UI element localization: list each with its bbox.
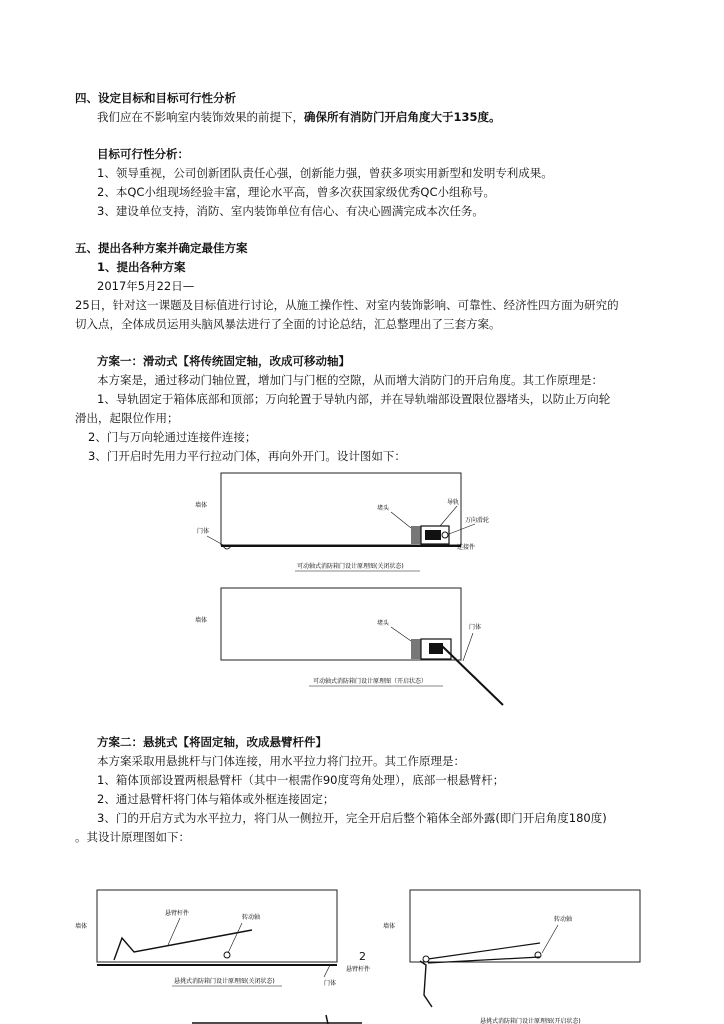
figure-1b-open-diagram [185,585,505,710]
method-paragraph-line-2: 切入点，全体成员运用头脑风暴法进行了全面的讨论总结，汇总整理出了三套方案。 [75,317,501,331]
rail-inner [425,530,441,540]
figure-2a-closed-diagram [72,885,362,1024]
box-outline [410,890,640,962]
figure-1a-closed-diagram [185,470,490,582]
plan-1-step-1b: 滑出，起限位作用； [75,411,179,425]
label-door: 门体 [469,624,482,631]
method-paragraph-line-1: 25日，针对这一课题及目标值进行讨论，从施工操作性、对室内装饰影响、可靠性、经济性四方面为研究的 [75,298,619,312]
section-5-heading: 五、提出各种方案并确定最佳方案 [75,241,248,255]
leader-door [324,965,330,977]
label-door: 门体 [197,528,210,535]
leader-conn [542,925,558,953]
plan-1-step-1a: 1、导轨固定于箱体底部和顶部；万向轮置于导轨内部，并在导轨端部设置限位器堵头，以防止万向轮 [97,392,611,406]
section-5-sub-1: 1、提出各种方案 [97,260,186,274]
feasibility-item-3: 3、建设单位支持，消防、室内装饰单位有信心、有决心圆满完成本次任务。 [97,204,484,218]
date-line: 2017年5月22日— [97,279,195,293]
label-arm: 悬臂杆件 [165,910,190,917]
label-rail: 导轨 [447,499,460,506]
label-conn: 转动轴 [242,914,261,921]
leader-conn [228,923,242,953]
plan-2-step-2: 2、通过悬臂杆将门体与箱体或外框连接固定； [97,792,335,806]
open-arm-hook [420,961,432,1007]
plan-1-step-2: 2、门与万向轮通过连接件连接； [88,430,257,444]
cantilever-arm [114,930,252,960]
open-door-line [441,645,503,705]
pivot-icon [224,952,230,958]
label-wheel: 万向滑轮 [465,517,490,524]
section-4-heading: 四、设定目标和目标可行性分析 [75,91,236,105]
plan-2-step-3: 3、门的开启方式为水平拉力，将门从一侧拉开，完全开启后整个箱体全部外露(即门开启角度180度) [97,811,607,825]
figure-1b-caption: 可动轴式消防箱门设计原理图（开启状态） [313,678,428,685]
feasibility-title: 目标可行性分析： [97,147,189,161]
label-wall: 墙体 [75,923,88,930]
goal-statement [97,109,657,125]
label-connector: 连接件 [457,544,476,551]
goal-bold: 确保所有消防门开启角度大于135度。 [304,110,501,124]
leader-arm [168,918,180,945]
plan-1-intro: 本方案是，通过移动门轴位置，增加门与门框的空隙，从而增大消防门的开启角度。其工作原理是： [97,373,603,387]
figure-2a-caption: 悬挑式消防箱门设计原理图(关闭状态) [174,978,275,985]
rail-inner [429,643,443,654]
plan-2-title: 方案二：悬挑式【将固定轴，改成悬臂杆件】 [97,735,327,749]
pivot-icon-left [423,956,429,962]
label-wall: 墙体 [195,617,208,624]
plug-block [411,526,421,544]
plan-1-step-3: 3、门开启时先用力平行拉动门体，再向外开门。设计图如下： [88,449,406,463]
figure-2b-caption: 悬挑式消防箱门设计原理图(开启状态) [480,1018,581,1024]
plan-1-title: 方案一：滑动式【将传统固定轴，改成可移动轴】 [97,354,350,368]
leader-wheel [449,524,475,534]
cantilever-arm-upper [428,943,540,959]
plan-2-intro: 本方案采取用悬挑杆与门体连接，用水平拉力将门拉开。其工作原理是： [97,754,465,768]
feasibility-item-2: 2、本QC小组现场经验丰富，理论水平高，曾多次获国家级优秀QC小组称号。 [97,185,495,199]
label-plug: 堵头 [377,505,390,512]
label-arm: 悬臂杆件 [346,966,371,973]
plug-block [411,639,421,659]
leader-door [463,633,473,661]
feasibility-item-1: 1、领导重视，公司创新团队责任心强，创新能力强，曾获多项实用新型和发明专利成果。 [97,166,553,180]
leader-rail [440,506,457,526]
label-wall: 墙体 [195,502,208,509]
leader-plug [391,512,411,528]
label-door: 门体 [324,980,337,987]
page-number: 2 [359,950,366,963]
plan-2-step-4: 。其设计原理图如下： [75,830,190,844]
label-wall: 墙体 [383,923,396,930]
plan-2-step-1: 1、箱体顶部设置两根悬臂杆（其中一根需作90度弯角处理），底部一根悬臂杆； [97,773,505,787]
label-conn: 转动轴 [554,916,573,923]
leader-door [207,536,225,546]
figure-2b-open-diagram [340,885,650,1024]
goal-plain: 我们应在不影响室内装饰效果的前提下， [97,110,304,124]
label-plug: 堵头 [377,620,390,627]
leader-plug [391,627,411,641]
figure-1a-caption: 可动轴式消防箱门设计原理图(关闭状态) [297,563,404,570]
